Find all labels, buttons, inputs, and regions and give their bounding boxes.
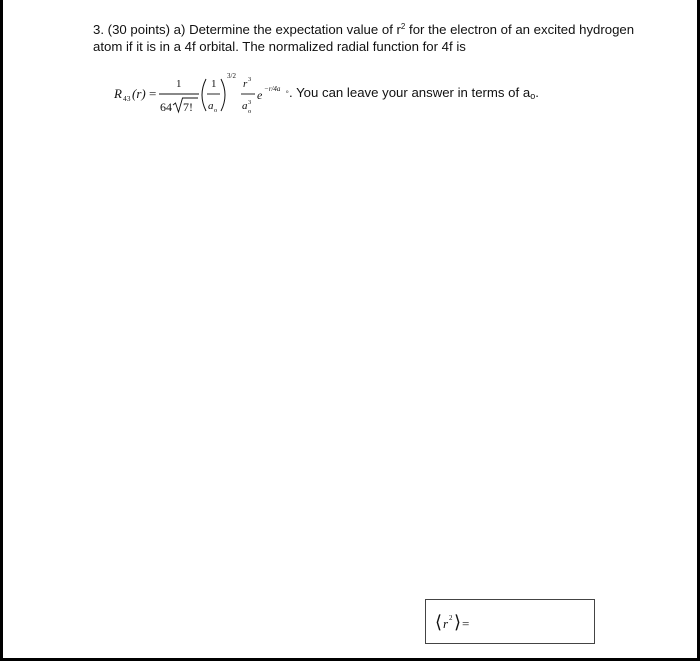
answer-label — [435, 609, 483, 635]
formula-paren-denominator-sub: o — [214, 107, 218, 114]
formula-frac-numerator-exp: 3 — [248, 76, 252, 83]
formula-paren-numerator: 1 — [211, 78, 217, 90]
instruction-subscript: o — [530, 91, 536, 101]
right-parenthesis — [221, 79, 225, 111]
radial-function-formula — [112, 66, 290, 122]
formula-coef-root-content: 7! — [183, 100, 193, 114]
problem-number: 3. — [93, 22, 104, 37]
formula-function-symbol: R — [114, 86, 122, 101]
formula-coef-number: 64 — [160, 100, 172, 114]
answer-box[interactable] — [425, 599, 595, 644]
formula-exp-power-sub: o — [286, 90, 289, 95]
answer-variable: r — [443, 616, 449, 631]
left-border — [0, 0, 3, 661]
problem-statement — [93, 21, 653, 55]
answer-open-bracket: ⟨ — [435, 612, 443, 632]
left-parenthesis — [202, 79, 206, 111]
problem-part: a) — [173, 22, 186, 37]
formula-exp-power: −r/4a — [264, 85, 281, 93]
problem-points: (30 points) — [107, 22, 170, 37]
formula-coef-numerator: 1 — [176, 78, 182, 90]
answer-close-bracket: ⟩ — [454, 612, 462, 632]
problem-exponent: 2 — [400, 22, 406, 31]
formula-frac-denominator-sub: o — [248, 108, 252, 115]
answer-exponent: 2 — [449, 614, 453, 622]
formula-paren-exponent: 3/2 — [227, 72, 236, 80]
formula-subscript: 43 — [123, 94, 131, 103]
formula-equals: = — [149, 86, 157, 101]
problem-text: Determine the expectation value of r — [189, 22, 401, 37]
formula-frac-numerator: r — [243, 78, 248, 90]
problem-text-continued: for the electron of an excited hydrogen atom if it is in a 4f orbital. The normalized radial function for 4f is — [93, 22, 635, 54]
formula-paren-denominator: a — [208, 100, 214, 112]
formula-argument: (r) — [132, 86, 146, 101]
instruction-body: . You can leave your answer in terms of a — [289, 85, 531, 100]
instruction-end: . — [535, 85, 539, 100]
formula-exp-base: e — [257, 88, 263, 102]
formula-frac-denominator-exp: 3 — [248, 99, 252, 106]
answer-equals: = — [462, 616, 470, 631]
instruction-text — [289, 84, 539, 101]
formula-frac-denominator: a — [242, 100, 248, 112]
